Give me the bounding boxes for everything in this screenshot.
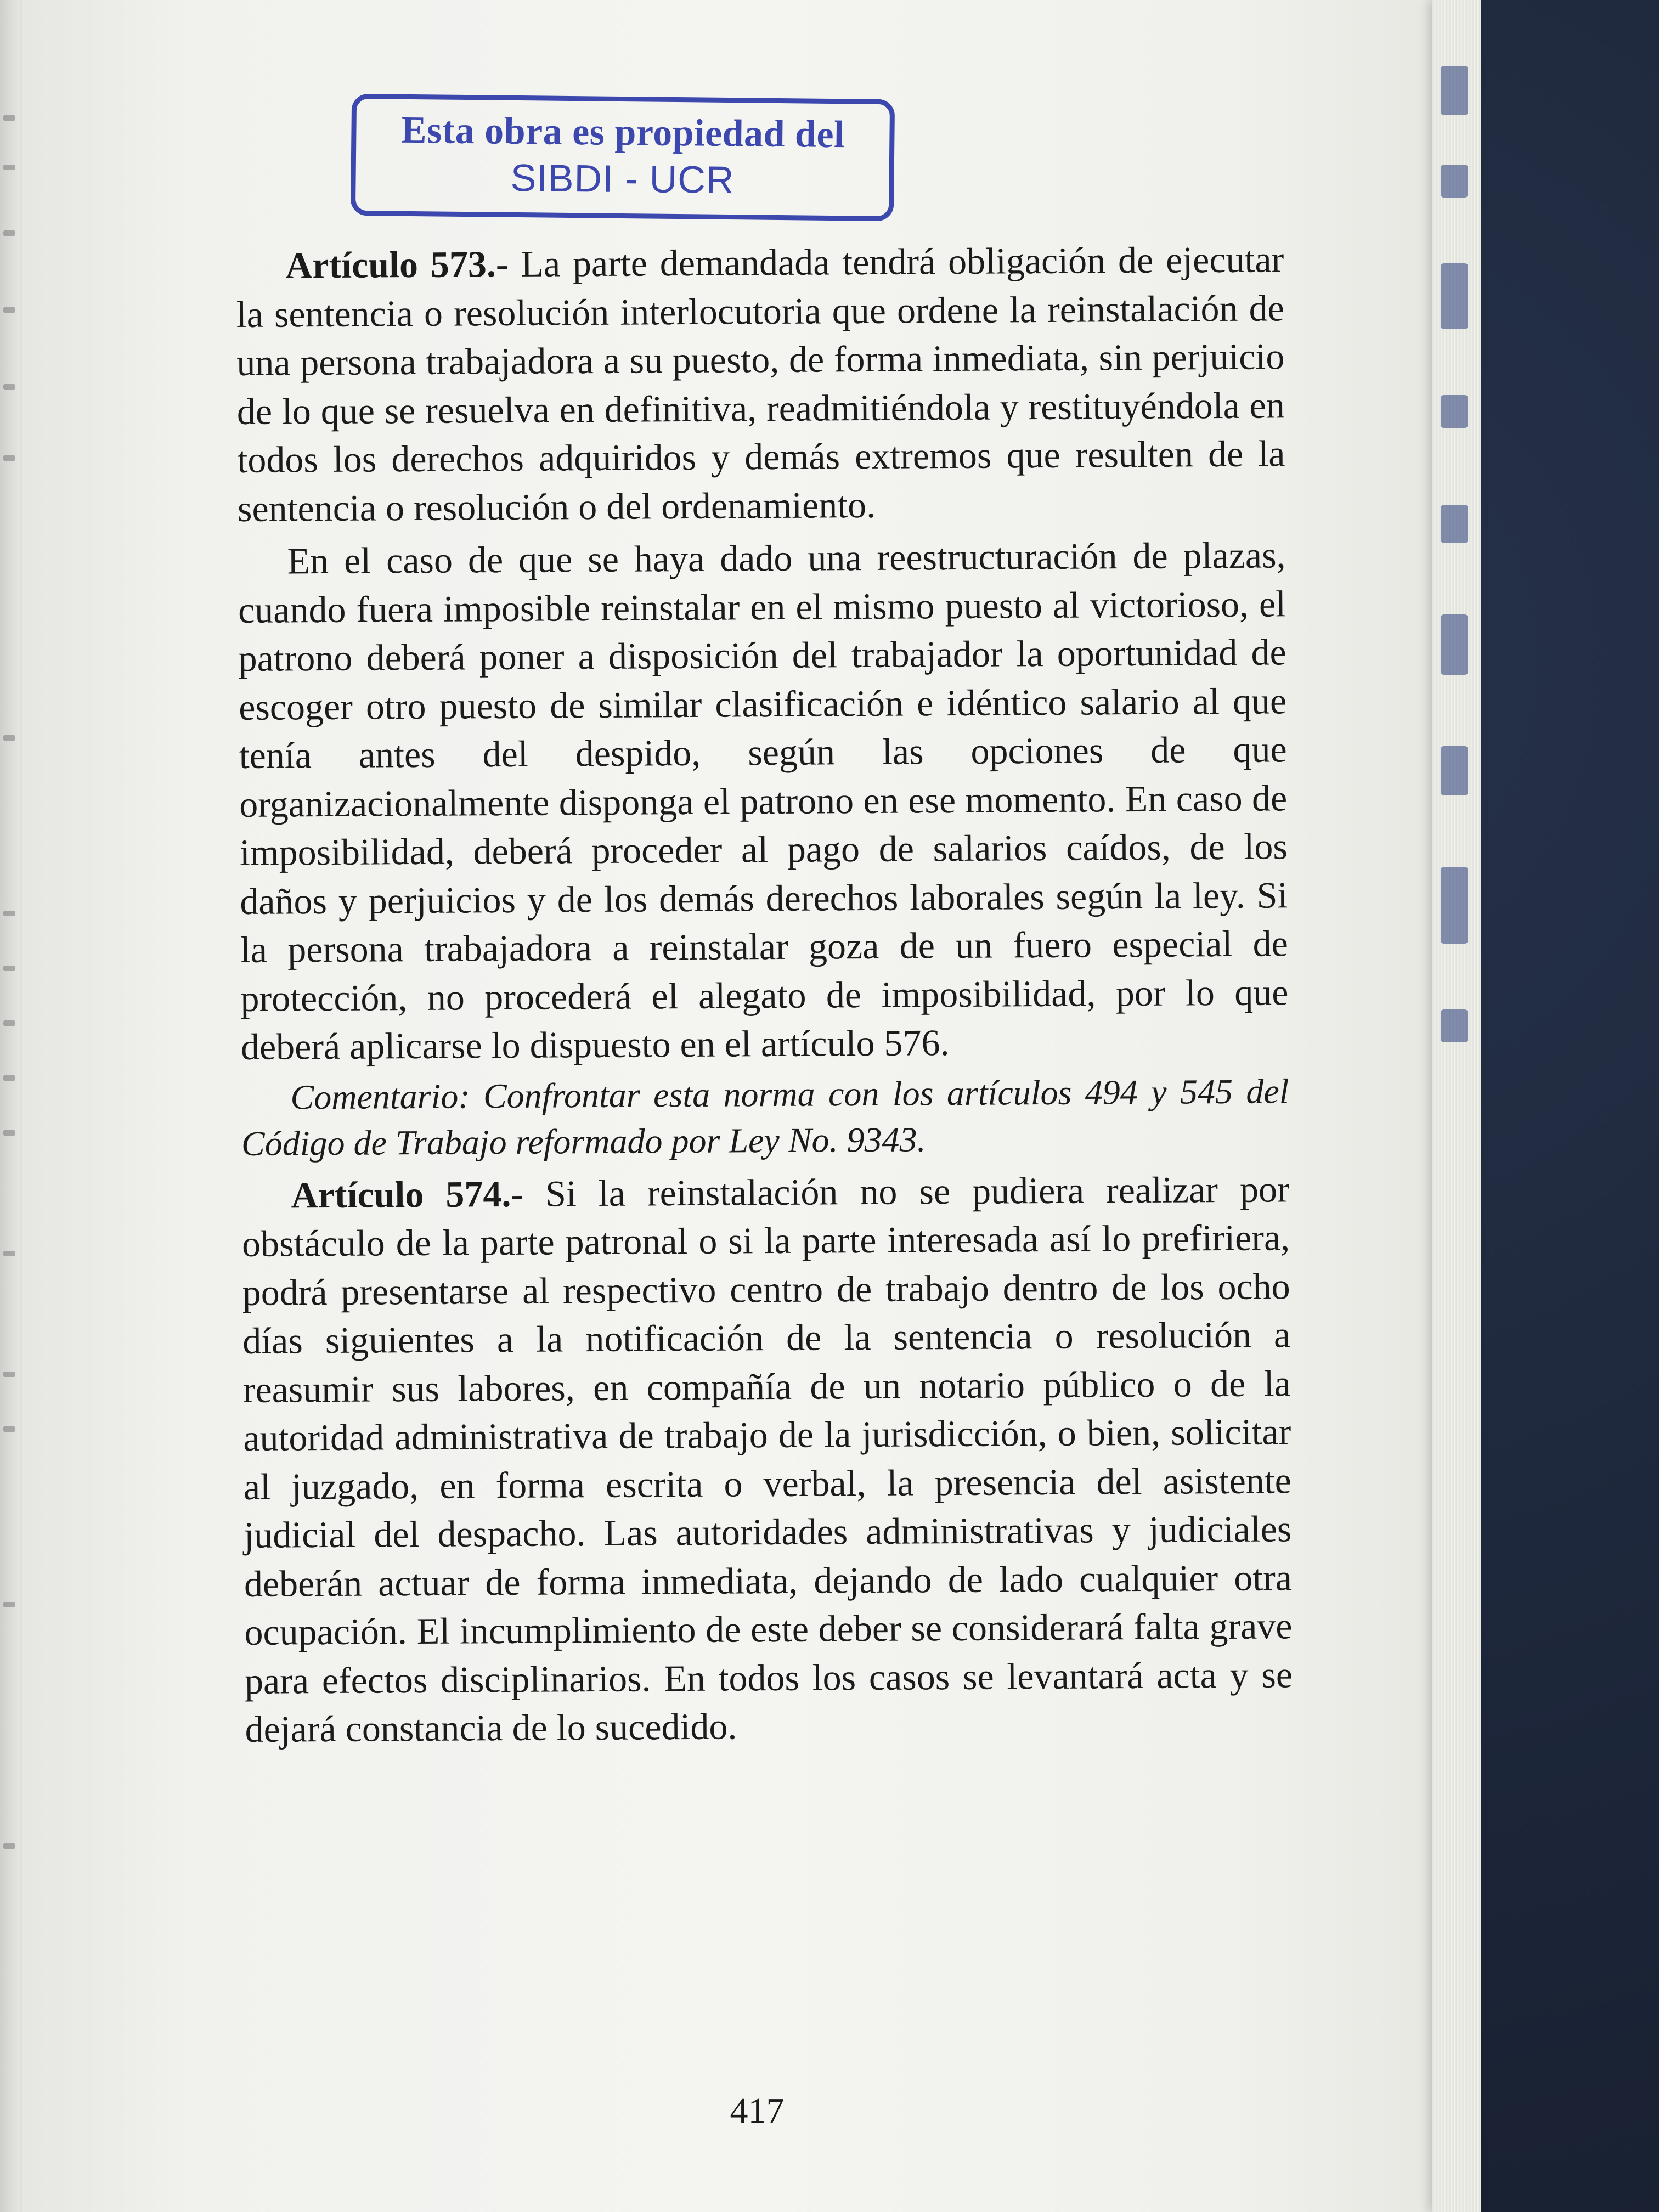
sliver-mark	[3, 1251, 15, 1256]
edge-print-mark	[1441, 165, 1468, 198]
article-573-comment: Comentario: Confrontar esta norma con los artículos 494 y 545 del Código de Trabajo reformado por Ley No. 9343.	[241, 1071, 1289, 1163]
sliver-mark	[3, 115, 15, 121]
sliver-mark	[3, 1843, 15, 1849]
book-page	[22, 0, 1437, 2212]
article-573-heading: Artículo 573.-	[285, 242, 509, 286]
edge-print-mark	[1441, 263, 1468, 329]
stamp-line-1: Esta obra es propiedad del	[400, 109, 845, 156]
edge-print-mark	[1441, 505, 1468, 543]
article-573-text: La parte demandada tendrá obligación de ejecutar la sentencia o resolución interlocutoria que ordene la reinstalación de una persona trabajadora a su puesto, de forma inmediata, sin perjuicio de lo que se resuelva en definitiva, readmitiéndola y restituyéndola en todos los derechos adquiridos y demás extremos que resulten de la sentencia o resolución o del ordenamiento.	[236, 238, 1285, 529]
article-573-paragraph	[236, 235, 1285, 533]
sliver-mark	[3, 1426, 15, 1432]
sliver-mark	[3, 1075, 15, 1081]
page-body	[236, 235, 1293, 1753]
sliver-mark	[3, 1372, 15, 1377]
edge-print-mark	[1441, 395, 1468, 428]
edge-print-mark	[1441, 746, 1468, 795]
sliver-mark	[3, 1602, 15, 1607]
sliver-mark	[3, 384, 15, 390]
edge-print-mark	[1441, 66, 1468, 115]
page-number: 417	[730, 2091, 785, 2131]
sliver-mark	[3, 1130, 15, 1136]
article-573-paragraph-2: En el caso de que se haya dado una reestructuración de plazas, cuando fuera imposible reinstalar en el mismo puesto al victorioso, el patrono deberá poner a disposición del trabajador la oportunidad de escoger otro puesto de similar clasificación e idéntico salario al que tenía antes del despido, según las opciones de que organizacionalmente disponga el patrono en ese momento. En caso de imposibilidad, deberá proceder al pago de salarios caídos, de los daños y perjuicios y de los demás derechos laborales según la ley. Si la persona trabajadora a reinstalar goza de un fuero especial de protección, no procederá el alegato de imposibilidad, por lo que deberá aplicarse lo dispuesto en el artículo 576.	[238, 534, 1289, 1068]
sliver-mark	[3, 966, 15, 971]
edge-print-mark	[1441, 1009, 1468, 1042]
edge-print-mark	[1441, 867, 1468, 944]
edge-print-mark	[1441, 614, 1468, 675]
stamp-line-2: SIBDI - UCR	[510, 156, 735, 202]
sliver-mark	[3, 911, 15, 916]
sliver-mark	[3, 735, 15, 741]
sliver-mark	[3, 230, 15, 236]
edge-printing	[1436, 33, 1475, 2172]
sliver-mark	[3, 165, 15, 170]
article-574-heading: Artículo 574.-	[291, 1172, 524, 1216]
sliver-mark	[3, 1020, 15, 1026]
article-574-paragraph	[241, 1165, 1293, 1754]
sliver-mark	[3, 455, 15, 461]
article-574-text: Si la reinstalación no se pudiera realizar por obstáculo de la parte patronal o si la parte interesada así lo prefiriera, podrá presentarse al respectivo centro de trabajo dentro de los ocho días siguientes a la notificación de la sentencia o resolución a reasumir sus labores, en compañía de un notario público o de la autoridad administrativa de trabajo de la jurisdicción, o bien, solicitar al juzgado, en forma escrita o verbal, la presencia del asistente judicial del despacho. Las autoridades administrativas y judiciales deberán actuar de forma inmediata, dejando de lado cualquier otra ocupación. El incumplimiento de este deber se considerará falta grave para efectos disciplinarios. En todos los casos se levantará acta y se dejará constancia de lo sucedido.	[241, 1167, 1293, 1750]
sliver-mark	[3, 307, 15, 313]
ownership-stamp	[351, 94, 895, 221]
